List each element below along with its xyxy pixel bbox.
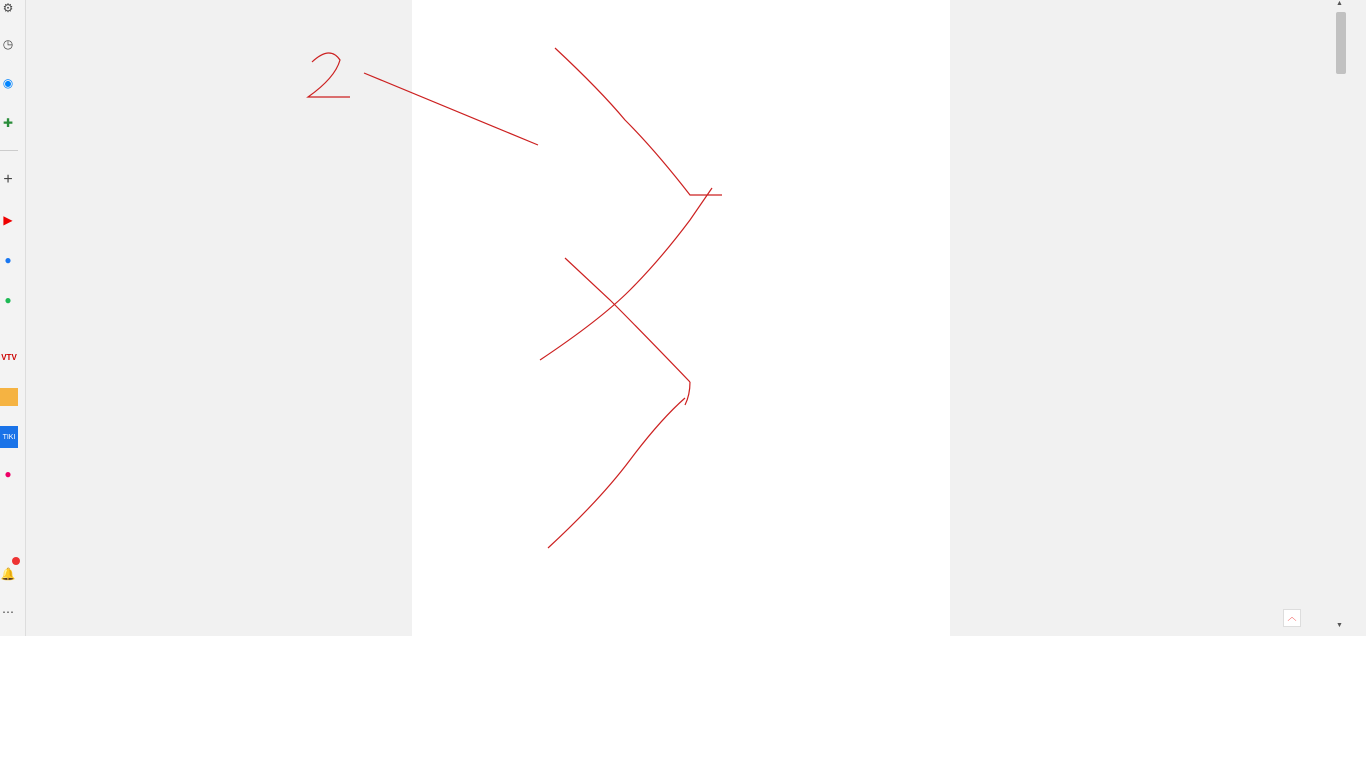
bell-icon[interactable]: 🔔 xyxy=(0,567,16,581)
history-icon[interactable]: ◷ xyxy=(2,37,14,51)
back-to-top-icon[interactable]: ︿ xyxy=(1283,609,1301,627)
scroll-down-icon[interactable]: ▼ xyxy=(1336,622,1343,629)
scroll-up-icon[interactable]: ▲ xyxy=(1336,0,1343,7)
gear-icon[interactable]: ⚙ xyxy=(2,1,14,15)
below-viewport-blank xyxy=(0,636,1366,768)
spotify-icon[interactable]: ● xyxy=(4,293,12,307)
scrollbar-thumb[interactable] xyxy=(1336,12,1346,74)
page-scrollbar[interactable] xyxy=(1333,0,1349,636)
facebook-icon[interactable]: ● xyxy=(4,253,12,267)
browser-sidebar xyxy=(0,0,26,636)
result-page xyxy=(412,0,950,636)
vtv-icon[interactable]: VTV xyxy=(1,352,17,362)
pen-stroke-1 xyxy=(308,53,350,97)
rail-divider xyxy=(0,150,18,151)
more-icon[interactable]: ⋯ xyxy=(2,605,14,619)
add-icon[interactable]: + xyxy=(3,171,13,188)
notification-badge xyxy=(12,557,20,565)
messenger-icon[interactable]: ◉ xyxy=(2,76,14,90)
app-icon[interactable] xyxy=(0,388,18,406)
youtube-icon[interactable]: ▶ xyxy=(3,213,13,227)
app-icon-2[interactable]: ● xyxy=(4,467,12,481)
tiki-icon[interactable]: TIKI xyxy=(0,426,18,448)
game-icon[interactable]: ✚ xyxy=(2,116,14,130)
